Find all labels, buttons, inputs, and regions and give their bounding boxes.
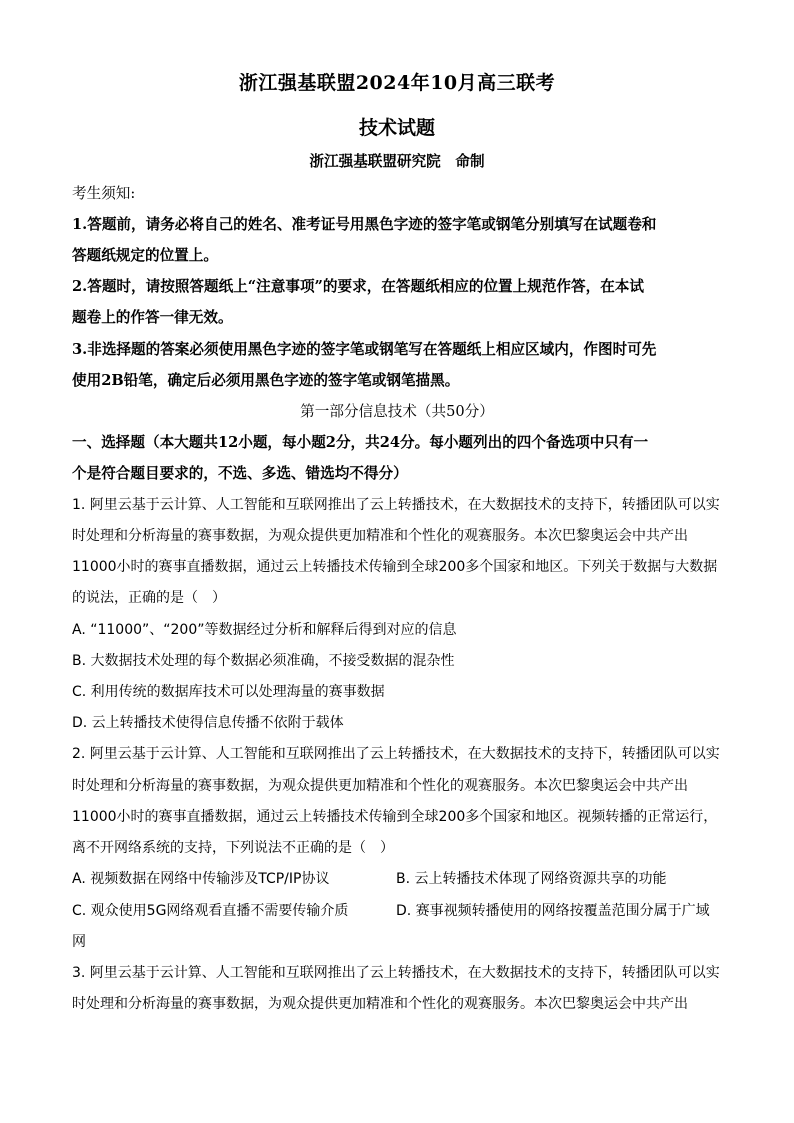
q2-option-d-line-2: 网 <box>72 934 86 950</box>
q3-stem-line-2: 时处理和分析海量的赛事数据，为观众提供更加精准和个性化的观赛服务。本次巴黎奥运会中共产出 <box>72 996 688 1012</box>
q2-option-c: C. 观众使用5G网络观看直播不需要传输介质 <box>72 903 349 919</box>
notice-item-3-line-1: 3.非选择题的答案必须使用黑色字迹的签字笔或钢笔写在答题纸上相应区域内，作图时可先 <box>72 341 657 358</box>
notice-item-1-line-1: 1.答题前，请务必将自己的姓名、准考证号用黑色字迹的签字笔或钢笔分别填写在试题卷和 <box>72 216 657 233</box>
q1-option-d: D. 云上转播技术使得信息传播不依附于载体 <box>72 715 344 731</box>
part1-heading: 第一部分信息技术（共50分） <box>300 403 494 420</box>
notice-item-1-line-2: 答题纸规定的位置上。 <box>72 247 218 264</box>
q2-stem-line-4: 离不开网络系统的支持，下列说法不正确的是（ ） <box>72 840 394 856</box>
exam-subtitle: 技术试题 <box>358 117 435 139</box>
exam-title: 浙江强基联盟2024年10月高三联考 <box>238 72 556 94</box>
q2-stem-line-1: 2. 阿里云基于云计算、人工智能和互联网推出了云上转播技术，在大数据技术的支持下，转播团队可以实 <box>72 746 720 762</box>
section-instructions-line-2: 个是符合题目要求的，不选、多选、错选均不得分） <box>72 465 408 482</box>
q1-stem-line-2: 时处理和分析海量的赛事数据，为观众提供更加精准和个性化的观赛服务。本次巴黎奥运会中共产出 <box>72 528 688 544</box>
q2-option-a: A. 视频数据在网络中传输涉及TCP/IP协议 <box>72 871 330 887</box>
q1-option-b: B. 大数据技术处理的每个数据必须准确，不接受数据的混杂性 <box>72 653 455 669</box>
q1-stem-line-3: 11000小时的赛事直播数据，通过云上转播技术传输到全球200多个国家和地区。下列关于数据与大数据 <box>72 559 718 575</box>
q2-option-d-line-1: D. 赛事视频转播使用的网络按覆盖范围分属于广域 <box>396 903 710 919</box>
q2-option-b: B. 云上转播技术体现了网络资源共享的功能 <box>396 871 667 887</box>
notice-item-2-line-2: 题卷上的作答一律无效。 <box>72 309 233 326</box>
q3-stem-line-1: 3. 阿里云基于云计算、人工智能和互联网推出了云上转播技术，在大数据技术的支持下，转播团队可以实 <box>72 965 720 981</box>
notice-item-2-line-1: 2.答题时，请按照答题纸上“注意事项”的要求，在答题纸相应的位置上规范作答，在本试 <box>72 278 644 295</box>
q1-option-a: A. “11000”、“200”等数据经过分析和解释后得到对应的信息 <box>72 622 457 638</box>
q2-stem-line-3: 11000小时的赛事直播数据，通过云上转播技术传输到全球200多个国家和地区。视频转播的正常运行， <box>72 809 718 825</box>
section-instructions-line-1: 一、选择题（本大题共12小题，每小题2分，共24分。每小题列出的四个备选项中只有一 <box>72 434 649 451</box>
q2-stem-line-2: 时处理和分析海量的赛事数据，为观众提供更加精准和个性化的观赛服务。本次巴黎奥运会中共产出 <box>72 778 688 794</box>
q1-option-c: C. 利用传统的数据库技术可以处理海量的赛事数据 <box>72 684 385 700</box>
q1-stem-line-1: 1. 阿里云基于云计算、人工智能和互联网推出了云上转播技术，在大数据技术的支持下，转播团队可以实 <box>72 497 720 513</box>
notice-item-3-line-2: 使用2B铅笔，确定后必须用黑色字迹的签字笔或钢笔描黑。 <box>72 372 460 389</box>
notice-heading: 考生须知: <box>72 185 136 202</box>
exam-issuer: 浙江强基联盟研究院 命制 <box>309 153 485 170</box>
q1-stem-line-4: 的说法，正确的是（ ） <box>72 590 226 606</box>
